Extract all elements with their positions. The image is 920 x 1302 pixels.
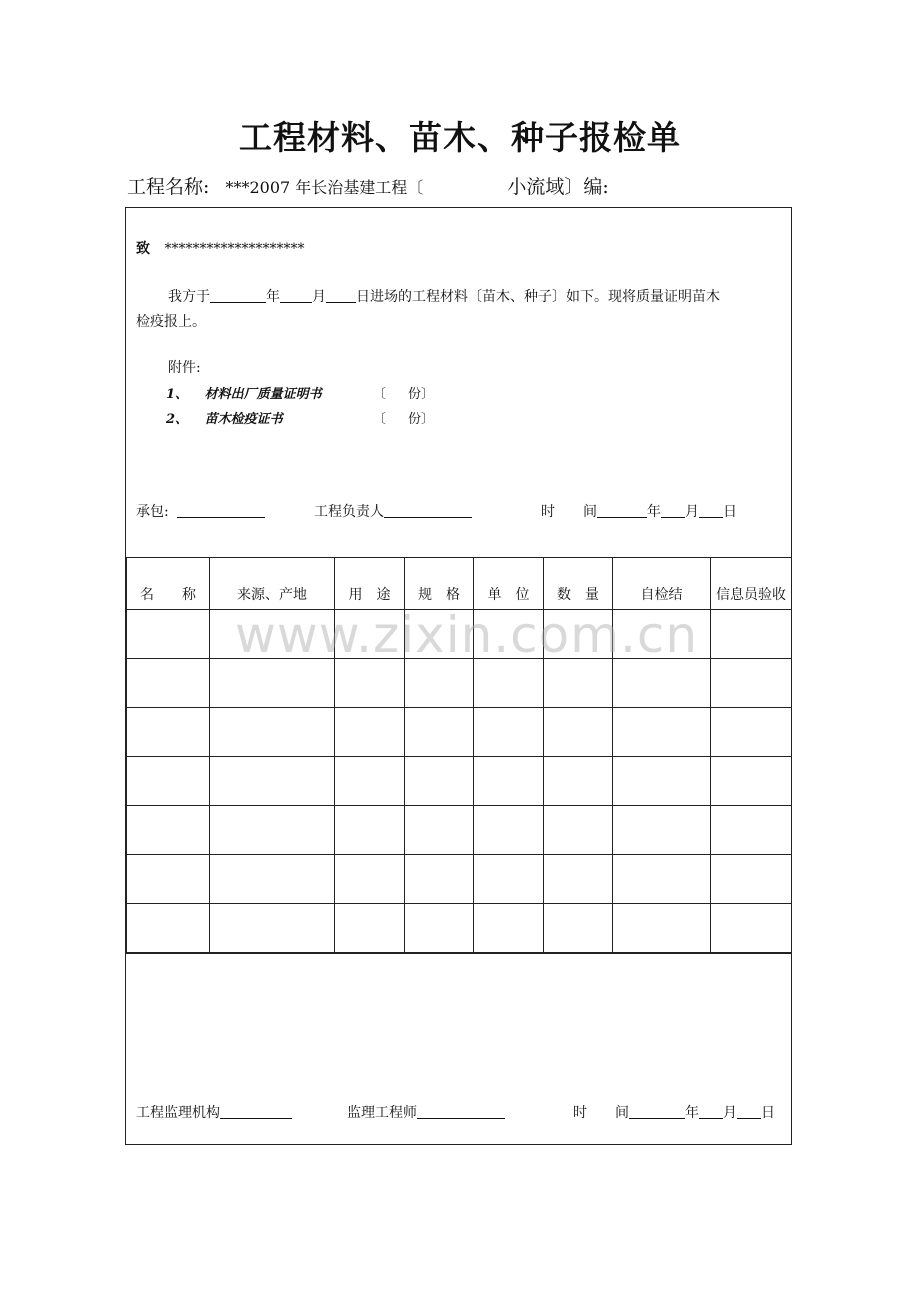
table-row: [127, 904, 792, 953]
table-cell[interactable]: [474, 855, 544, 904]
table-cell[interactable]: [711, 757, 792, 806]
table-cell[interactable]: [711, 610, 792, 659]
form-box: [125, 207, 792, 1145]
table-cell[interactable]: [335, 806, 405, 855]
col-unit-header: 单 位: [474, 558, 544, 610]
col-spec-header: 规 格: [405, 558, 474, 610]
watermark: www.zixin.com.cn: [235, 606, 699, 664]
attachment-1-count: 〔 份〕: [373, 387, 435, 402]
table-cell[interactable]: [544, 855, 613, 904]
project-label: 工程名称:: [127, 176, 210, 198]
manager-blank[interactable]: [384, 503, 472, 518]
statement-line-2: 检疫报上。: [136, 314, 206, 330]
table-cell[interactable]: [405, 806, 474, 855]
table-cell[interactable]: [544, 904, 613, 953]
col-qty-header: 数 量: [544, 558, 613, 610]
month-blank[interactable]: [280, 288, 312, 303]
table-cell[interactable]: [127, 904, 210, 953]
table-cell[interactable]: [711, 904, 792, 953]
table-cell[interactable]: [544, 757, 613, 806]
attachments-label: 附件:: [168, 360, 201, 376]
attachment-2-count: 〔 份〕: [373, 412, 435, 427]
engineer-blank[interactable]: [417, 1104, 505, 1119]
table-cell[interactable]: [544, 659, 613, 708]
time-sign-1: 时 间 年 月 日: [541, 504, 737, 520]
table-cell[interactable]: [127, 610, 210, 659]
table-cell[interactable]: [711, 806, 792, 855]
table-row: [127, 659, 792, 708]
table-cell[interactable]: [711, 659, 792, 708]
contractor-blank[interactable]: [177, 503, 265, 518]
table-row: [127, 757, 792, 806]
table-cell[interactable]: [474, 659, 544, 708]
table-cell[interactable]: [405, 757, 474, 806]
table-cell[interactable]: [210, 855, 335, 904]
table-cell[interactable]: [127, 659, 210, 708]
manager-sign: 工程负责人: [314, 501, 472, 521]
table-cell[interactable]: [405, 904, 474, 953]
table-cell[interactable]: [613, 904, 711, 953]
col-use-header: 用 途: [335, 558, 405, 610]
table-cell[interactable]: [210, 806, 335, 855]
table-cell[interactable]: [613, 708, 711, 757]
table-cell[interactable]: [405, 659, 474, 708]
supervision-engineer-sign: 监理工程师: [347, 1102, 505, 1122]
supervision-org-sign: 工程监理机构: [136, 1102, 292, 1122]
org-blank[interactable]: [220, 1104, 292, 1119]
table-cell[interactable]: [405, 708, 474, 757]
table-cell[interactable]: [474, 708, 544, 757]
table-row: [127, 806, 792, 855]
contractor-sign: 承包:: [136, 501, 265, 521]
table-cell[interactable]: [127, 855, 210, 904]
table-cell[interactable]: [544, 806, 613, 855]
table-cell[interactable]: [210, 708, 335, 757]
form-title: 工程材料、苗木、种子报检单: [239, 118, 681, 157]
attachment-1: 1、 材料出厂质量证明书: [166, 387, 322, 402]
time-sign-2: 时 间 年 月 日: [573, 1105, 775, 1121]
table-header-row: [127, 558, 792, 610]
to-label: 致: [136, 241, 150, 257]
table-cell[interactable]: [210, 659, 335, 708]
table-cell[interactable]: [127, 806, 210, 855]
to-value: ********************: [164, 241, 305, 257]
year-blank[interactable]: [210, 288, 266, 303]
table-row: [127, 855, 792, 904]
col-source-header: 来源、产地: [210, 558, 335, 610]
table-cell[interactable]: [210, 904, 335, 953]
table-cell[interactable]: [613, 806, 711, 855]
table-cell[interactable]: [474, 757, 544, 806]
table-cell[interactable]: [335, 855, 405, 904]
project-value: ***2007 年长治基建工程〔: [225, 178, 424, 197]
table-cell[interactable]: [474, 904, 544, 953]
table-cell[interactable]: [613, 757, 711, 806]
table-cell[interactable]: [335, 904, 405, 953]
table-cell[interactable]: [210, 757, 335, 806]
col-selfcheck-header: 自检结: [613, 558, 711, 610]
project-value-2: 小流域〕编:: [507, 176, 609, 198]
col-name-header: 名 称: [127, 558, 210, 610]
addressee: [136, 238, 304, 258]
statement-line-1: 我方于 年 月 日进场的工程材料〔苗木、种子〕如下。现将质量证明苗木: [168, 289, 720, 305]
table-row: [127, 708, 792, 757]
table-cell[interactable]: [127, 757, 210, 806]
section-divider: [126, 953, 791, 954]
day-blank[interactable]: [326, 288, 356, 303]
table-cell[interactable]: [711, 855, 792, 904]
table-cell[interactable]: [405, 855, 474, 904]
attachment-2: 2、 苗木检疫证书: [166, 412, 283, 427]
table-cell[interactable]: [127, 708, 210, 757]
table-cell[interactable]: [613, 659, 711, 708]
table-cell[interactable]: [335, 757, 405, 806]
table-cell[interactable]: [711, 708, 792, 757]
project-name-line: [127, 172, 609, 199]
table-cell[interactable]: [335, 708, 405, 757]
col-inspector-header: 信息员验收: [711, 558, 792, 610]
table-cell[interactable]: [613, 855, 711, 904]
table-cell[interactable]: [474, 806, 544, 855]
table-cell[interactable]: [544, 708, 613, 757]
table-cell[interactable]: [335, 659, 405, 708]
